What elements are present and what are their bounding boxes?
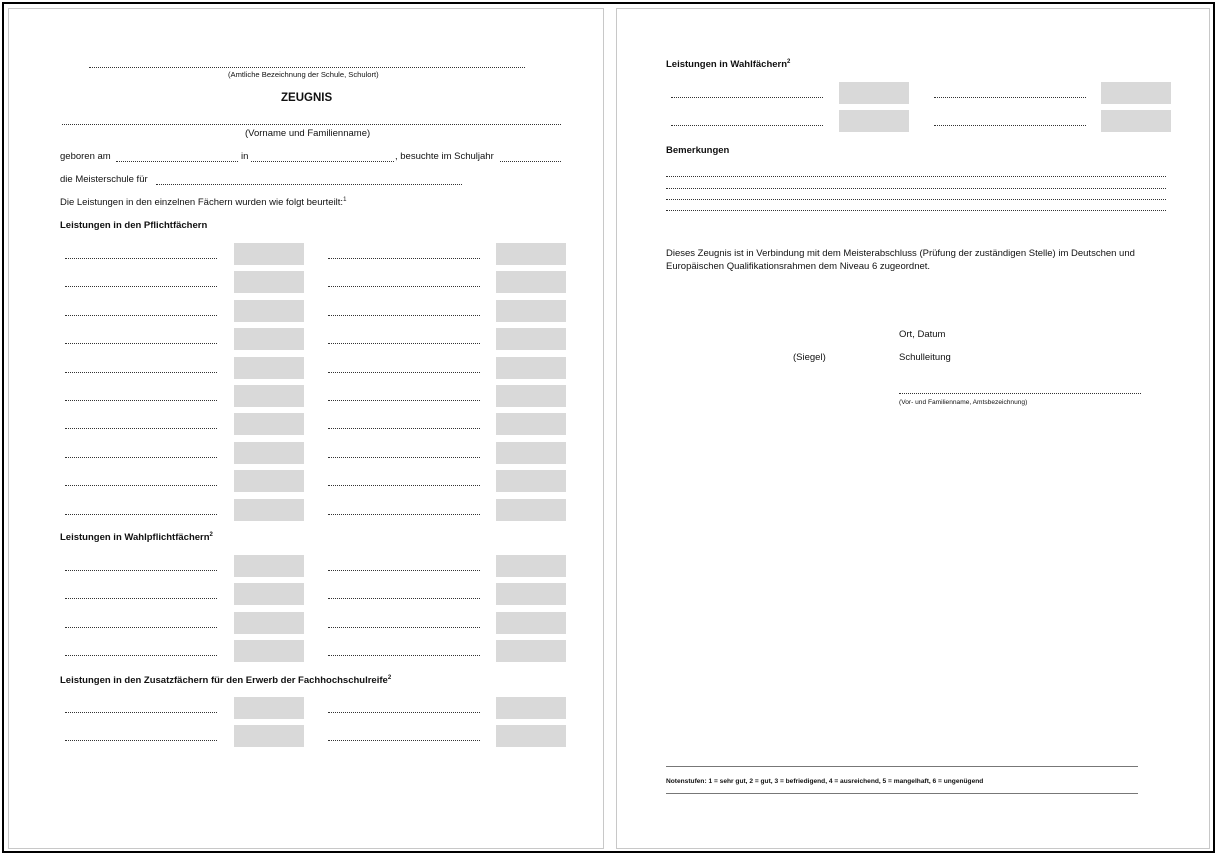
grade-box[interactable] xyxy=(496,328,566,350)
grade-box[interactable] xyxy=(234,555,304,577)
in-label: in xyxy=(241,151,249,162)
grade-box[interactable] xyxy=(234,640,304,662)
birth-date-field[interactable] xyxy=(116,161,238,162)
subject-field[interactable] xyxy=(934,97,1086,98)
seal-label: (Siegel) xyxy=(793,352,826,363)
grade-box[interactable] xyxy=(234,499,304,521)
grade-box[interactable] xyxy=(496,583,566,605)
left-page xyxy=(8,8,604,849)
subject-field[interactable] xyxy=(65,570,217,571)
grade-box[interactable] xyxy=(839,110,909,132)
grade-box[interactable] xyxy=(496,640,566,662)
zusatz-heading-text: Leistungen in den Zusatzfächern für den Erwerb der Fachhochschulreife xyxy=(60,675,388,686)
grade-box[interactable] xyxy=(234,271,304,293)
subject-field[interactable] xyxy=(671,125,823,126)
section-heading-wahlpflicht xyxy=(60,532,213,544)
signature-line[interactable] xyxy=(899,393,1141,394)
intro-footnote-ref: 1 xyxy=(343,196,347,203)
footnote-rule-top xyxy=(666,766,1138,767)
birth-place-field[interactable] xyxy=(251,161,394,162)
grade-box[interactable] xyxy=(1101,82,1171,104)
meisterschule-label: die Meisterschule für xyxy=(60,174,148,185)
subject-field[interactable] xyxy=(65,655,217,656)
section-heading-wahl xyxy=(666,59,790,71)
subject-field[interactable] xyxy=(328,258,480,259)
subject-field[interactable] xyxy=(65,514,217,515)
subject-field[interactable] xyxy=(65,315,217,316)
subject-field[interactable] xyxy=(65,598,217,599)
wahlpflicht-footnote-ref: 2 xyxy=(209,531,213,538)
subject-field[interactable] xyxy=(65,740,217,741)
grade-box[interactable] xyxy=(234,300,304,322)
signature-caption: (Vor- und Familienname, Amtsbezeichnung) xyxy=(899,399,1028,406)
subject-field[interactable] xyxy=(65,400,217,401)
remarks-heading: Bemerkungen xyxy=(666,145,730,156)
grade-box[interactable] xyxy=(234,328,304,350)
wahl-footnote-ref: 2 xyxy=(787,58,791,65)
grade-box[interactable] xyxy=(234,357,304,379)
remarks-line-3[interactable] xyxy=(666,199,1166,200)
subject-field[interactable] xyxy=(328,627,480,628)
school-year-field[interactable] xyxy=(500,161,561,162)
subject-field[interactable] xyxy=(65,627,217,628)
grade-box[interactable] xyxy=(234,697,304,719)
right-page xyxy=(616,8,1210,849)
grade-box[interactable] xyxy=(496,243,566,265)
subject-field[interactable] xyxy=(328,343,480,344)
subject-field[interactable] xyxy=(65,712,217,713)
subject-field[interactable] xyxy=(328,428,480,429)
subject-field[interactable] xyxy=(328,570,480,571)
grade-box[interactable] xyxy=(234,725,304,747)
grade-box[interactable] xyxy=(234,413,304,435)
name-caption: (Vorname und Familienname) xyxy=(245,128,371,139)
subject-field[interactable] xyxy=(328,514,480,515)
grade-box[interactable] xyxy=(496,499,566,521)
remarks-line-1[interactable] xyxy=(666,176,1166,177)
wahlpflicht-heading-text: Leistungen in Wahlpflichtfächern xyxy=(60,532,210,543)
document-title: ZEUGNIS xyxy=(281,92,333,104)
grade-box[interactable] xyxy=(496,555,566,577)
grade-box[interactable] xyxy=(496,413,566,435)
intro-text-body: Die Leistungen in den einzelnen Fächern wurden wie folgt beurteilt: xyxy=(60,197,344,208)
place-date-label: Ort, Datum xyxy=(899,329,946,340)
grade-box[interactable] xyxy=(234,243,304,265)
grade-box[interactable] xyxy=(496,385,566,407)
subject-field[interactable] xyxy=(65,286,217,287)
grade-box[interactable] xyxy=(496,357,566,379)
student-name-line[interactable] xyxy=(62,124,561,125)
subject-field[interactable] xyxy=(65,457,217,458)
remarks-line-4[interactable] xyxy=(666,210,1166,211)
school-year-label: , besuchte im Schuljahr xyxy=(395,151,494,162)
subject-field[interactable] xyxy=(934,125,1086,126)
section-heading-pflicht: Leistungen in den Pflichtfächern xyxy=(60,220,208,231)
grade-box[interactable] xyxy=(496,697,566,719)
subject-field[interactable] xyxy=(65,428,217,429)
wahl-heading-text: Leistungen in Wahlfächern xyxy=(666,59,788,70)
born-label: geboren am xyxy=(60,151,111,162)
subject-field[interactable] xyxy=(328,372,480,373)
subject-field[interactable] xyxy=(65,372,217,373)
grade-box[interactable] xyxy=(234,612,304,634)
subject-field[interactable] xyxy=(65,485,217,486)
dqr-text-line-2: Europäischen Qualifikationsrahmen dem Niveau 6 zugeordnet. xyxy=(666,261,931,272)
subject-field[interactable] xyxy=(65,343,217,344)
subject-field[interactable] xyxy=(328,598,480,599)
subject-field[interactable] xyxy=(328,315,480,316)
subject-field[interactable] xyxy=(328,712,480,713)
meisterschule-field[interactable] xyxy=(156,184,462,185)
document-frame xyxy=(2,2,1215,853)
grade-box[interactable] xyxy=(496,612,566,634)
school-name-line[interactable] xyxy=(89,67,525,68)
school-caption: (Amtliche Bezeichnung der Schule, Schulort) xyxy=(228,70,379,79)
dqr-text-line-1: Dieses Zeugnis ist in Verbindung mit dem Meisterabschluss (Prüfung der zuständigen Stelle) im Deutschen und xyxy=(666,248,1135,259)
school-head-label: Schulleitung xyxy=(899,352,951,363)
subject-field[interactable] xyxy=(328,457,480,458)
grade-box[interactable] xyxy=(234,385,304,407)
subject-field[interactable] xyxy=(671,97,823,98)
subject-field[interactable] xyxy=(65,258,217,259)
grade-box[interactable] xyxy=(839,82,909,104)
section-heading-zusatz xyxy=(60,675,391,687)
subject-field[interactable] xyxy=(328,485,480,486)
grade-box[interactable] xyxy=(234,583,304,605)
grade-box[interactable] xyxy=(496,442,566,464)
subject-field[interactable] xyxy=(328,400,480,401)
zusatz-footnote-ref: 2 xyxy=(387,674,392,681)
grading-scale: Notenstufen: 1 = sehr gut, 2 = gut, 3 = befriedigend, 4 = ausreichend, 5 = mangelhaft, 6 = ungenügend xyxy=(666,778,984,785)
grade-box[interactable] xyxy=(496,725,566,747)
remarks-line-2[interactable] xyxy=(666,188,1166,189)
footnote-rule-bottom xyxy=(666,793,1138,794)
intro-text xyxy=(60,197,346,209)
grade-box[interactable] xyxy=(496,300,566,322)
grade-box[interactable] xyxy=(496,271,566,293)
subject-field[interactable] xyxy=(328,740,480,741)
subject-field[interactable] xyxy=(328,655,480,656)
grade-box[interactable] xyxy=(234,442,304,464)
grade-box[interactable] xyxy=(496,470,566,492)
grade-box[interactable] xyxy=(234,470,304,492)
subject-field[interactable] xyxy=(328,286,480,287)
grade-box[interactable] xyxy=(1101,110,1171,132)
